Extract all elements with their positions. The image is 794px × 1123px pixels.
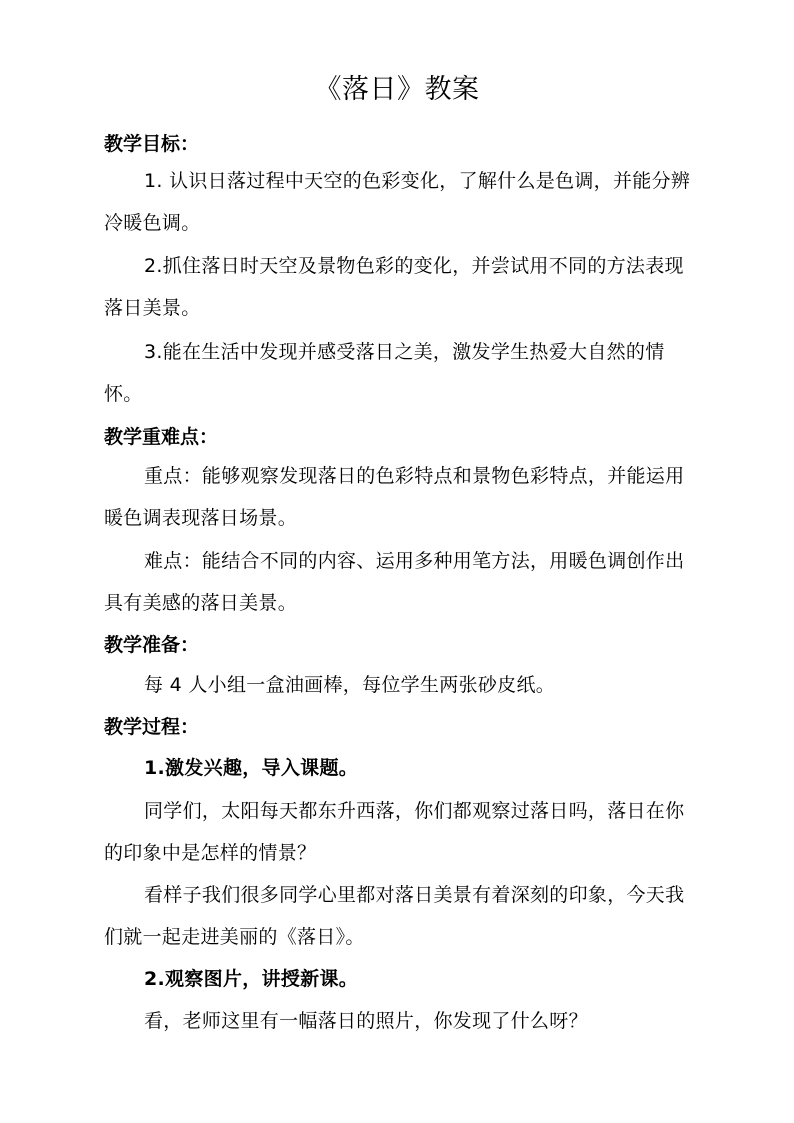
objective-paragraph-2: 2.抓住落日时天空及景物色彩的变化，并尝试用不同的方法表现落日美景。 [104,255,684,319]
section-heading-preparation: 教学准备： [104,634,200,656]
process-paragraph-2: 看样子我们很多同学心里都对落日美景有着深刻的印象，今天我们就一起走进美丽的《落日》。 [104,884,685,948]
process-paragraph-3: 看，老师这里有一幅落日的照片，你发现了什么呀？ [144,1010,588,1032]
process-step-2-heading: 2.观察图片，讲授新课。 [144,968,359,990]
preparation-paragraph: 每 4 人小组一盒油画棒，每位学生两张砂皮纸。 [144,674,556,696]
process-step-1-heading: 1.激发兴趣，导入课题。 [144,757,359,779]
section-heading-process: 教学过程： [104,716,200,738]
objective-paragraph-1: 1. 认识日落过程中天空的色彩变化，了解什么是色调，并能分辨冷暖色调。 [104,170,691,234]
objective-paragraph-3: 3.能在生活中发现并感受落日之美，激发学生热爱大自然的情怀。 [104,341,665,405]
key-point-paragraph: 重点：能够观察发现落日的色彩特点和景物色彩特点，并能运用暖色调表现落日场景。 [104,465,685,529]
difficulty-paragraph: 难点：能结合不同的内容、运用多种用笔方法，用暖色调创作出具有美感的落日美景。 [104,550,685,614]
process-paragraph-1: 同学们，太阳每天都东升西落，你们都观察过落日吗，落日在你的印象中是怎样的情景？ [104,800,685,864]
section-heading-key-points: 教学重难点： [104,426,219,448]
section-heading-objectives: 教学目标： [104,133,200,155]
document-title: 《落日》教案 [314,74,480,105]
